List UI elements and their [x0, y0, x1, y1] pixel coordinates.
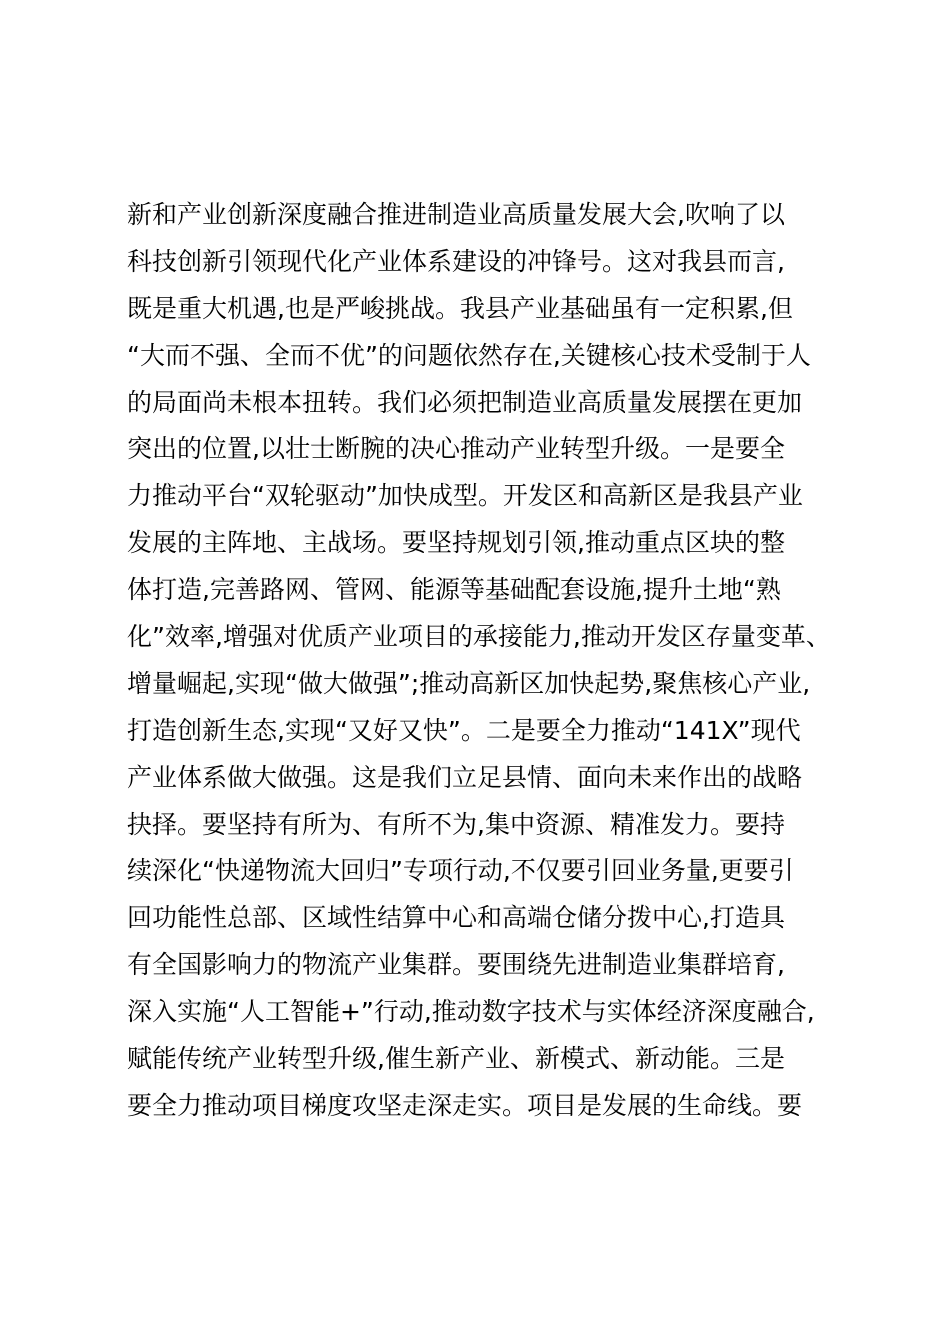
text-line-4: “大而不强、全而不优”的问题依然存在,关键核心技术受制于人	[127, 340, 811, 370]
text-line-19: 赋能传统产业转型升级,催生新产业、新模式、新动能。三是	[127, 1044, 785, 1074]
text-line-9: 体打造,完善路网、管网、能源等基础配套设施,提升土地“熟	[127, 575, 781, 605]
text-line-5: 的局面尚未根本扭转。我们必须把制造业高质量发展摆在更加	[127, 387, 803, 417]
text-line-7: 力推动平台“双轮驱动”加快成型。开发区和高新区是我县产业	[127, 481, 803, 511]
text-line-18: 深入实施“人工智能+”行动,推动数字技术与实体经济深度融合,	[127, 997, 815, 1027]
text-line-12: 打造创新生态,实现“又好又快”。二是要全力推动“141X”现代	[127, 715, 801, 745]
text-line-2: 科技创新引领现代化产业体系建设的冲锋号。这对我县而言,	[127, 246, 785, 276]
text-line-3: 既是重大机遇,也是严峻挑战。我县产业基础虽有一定积累,但	[127, 293, 793, 323]
text-line-16: 回功能性总部、区域性结算中心和高端仓储分拨中心,打造具	[127, 903, 785, 933]
text-line-15: 续深化“快递物流大回归”专项行动,不仅要引回业务量,更要引	[127, 856, 794, 886]
body-paragraph	[127, 192, 831, 1130]
text-line-14: 抉择。要坚持有所为、有所不为,集中资源、精准发力。要持	[127, 809, 785, 839]
text-line-13: 产业体系做大做强。这是我们立足县情、面向未来作出的战略	[127, 762, 803, 792]
text-line-8: 发展的主阵地、主战场。要坚持规划引领,推动重点区块的整	[127, 528, 785, 558]
text-line-20: 要全力推动项目梯度攻坚走深走实。项目是发展的生命线。要	[127, 1090, 803, 1120]
text-line-11: 增量崛起,实现“做大做强”;推动高新区加快起势,聚焦核心产业,	[127, 668, 811, 698]
text-line-17: 有全国影响力的物流产业集群。要围绕先进制造业集群培育,	[127, 950, 785, 980]
text-line-6: 突出的位置,以壮士断腕的决心推动产业转型升级。一是要全	[127, 434, 785, 464]
text-line-1: 新和产业创新深度融合推进制造业高质量发展大会,吹响了以	[127, 200, 785, 229]
text-line-10: 化”效率,增强对优质产业项目的承接能力,推动开发区存量变革、	[127, 622, 831, 652]
